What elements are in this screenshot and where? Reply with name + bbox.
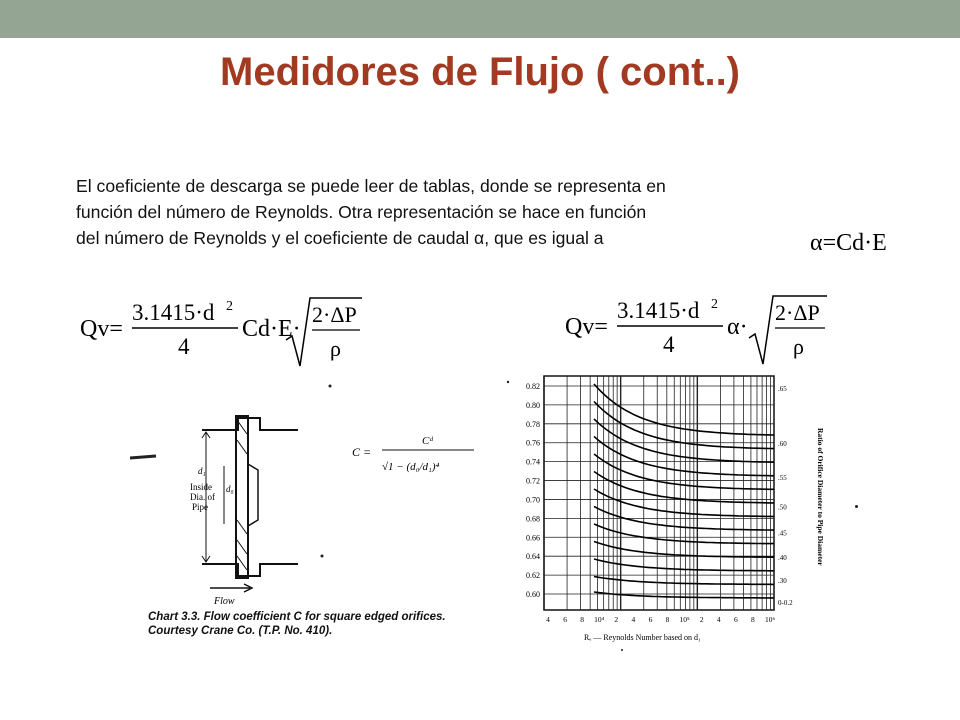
- caption-line-1: Chart 3.3. Flow coefficient C for square edged orifices.: [148, 611, 446, 623]
- root-numerator: 2·ΔP: [775, 300, 820, 325]
- scan-mark: [130, 456, 156, 458]
- c-formula-num: Cᵈ: [422, 435, 433, 447]
- x-tick-label: 8: [580, 615, 585, 624]
- y-tick-label: 0.74: [526, 457, 540, 467]
- x-tick-label: 4: [716, 615, 721, 624]
- scan-dot: [621, 649, 623, 651]
- pipe-wall-bottom: [202, 564, 298, 576]
- label-d1: d₁: [198, 466, 206, 476]
- y-tick-label: 0.78: [526, 419, 540, 429]
- body-line-1: El coeficiente de descarga se puede leer de tablas, donde se representa en: [76, 176, 666, 196]
- y-tick-label: 0.80: [526, 400, 540, 410]
- y-tick-label: 0.70: [526, 495, 540, 505]
- ratio-tick-label: .55: [778, 474, 787, 483]
- plate-hatch: [237, 420, 247, 570]
- formula-middle: α·: [727, 314, 748, 340]
- ratio-tick-label: .40: [778, 554, 787, 563]
- scan-dot: [321, 555, 324, 558]
- chart-ratio-ticks: [778, 385, 793, 607]
- root-denominator: ρ: [793, 334, 804, 359]
- root-numerator: 2·ΔP: [312, 302, 357, 327]
- label-d0: d₀: [226, 484, 234, 494]
- root-denominator: ρ: [330, 336, 341, 361]
- x-tick-label: 8: [665, 615, 670, 624]
- body-line-3: del número de Reynolds y el coeficiente de caudal α, que es igual a: [76, 228, 604, 248]
- scan-dot: [855, 505, 858, 508]
- chart-y-ticks: [526, 382, 540, 599]
- ratio-tick-label: .65: [778, 385, 787, 393]
- x-tick-label: 2: [699, 615, 704, 624]
- formula-denominator: 4: [178, 334, 190, 359]
- x-tick-label: 10⁴: [594, 615, 605, 624]
- orifice-diagram: [120, 380, 500, 610]
- ratio-tick-label: .50: [778, 503, 787, 512]
- x-tick-label: 4: [546, 615, 550, 624]
- body-paragraph: [76, 173, 896, 251]
- formula-exponent: 2: [711, 297, 718, 312]
- y-tick-label: 0.68: [526, 514, 540, 524]
- flow-formula-cd: [80, 290, 380, 370]
- slide-title: Medidores de Flujo ( cont..): [220, 50, 740, 94]
- x-tick-label: 6: [648, 615, 653, 624]
- x-tick-label: 6: [563, 615, 567, 624]
- caption-line-2: Courtesy Crane Co. (T.P. No. 410).: [148, 625, 333, 637]
- ratio-tick-label: .45: [778, 529, 787, 538]
- c-formula-den: √1 − (d₀/d₁)⁴: [382, 461, 440, 473]
- x-tick-label: 6: [733, 615, 738, 624]
- x-tick-label: 8: [751, 615, 755, 624]
- label-pipe: Pipe: [192, 502, 209, 512]
- formula-lhs: Qv=: [565, 314, 608, 340]
- x-tick-label: 4: [631, 615, 636, 624]
- y-tick-label: 0.62: [526, 571, 540, 581]
- ratio-tick-label: 0-0.2: [778, 599, 793, 607]
- label-dia: Dia. of: [190, 492, 215, 502]
- flow-formula-alpha: [565, 288, 835, 368]
- y-tick-label: 0.72: [526, 476, 540, 486]
- top-accent-bar: [0, 0, 960, 38]
- y-tick-label: 0.64: [526, 552, 540, 562]
- y-tick-label: 0.66: [526, 533, 540, 543]
- x-tick-label: 2: [614, 615, 619, 624]
- alpha-definition-formula: α=Cd·E: [810, 230, 887, 256]
- ratio-tick-label: .30: [778, 577, 787, 586]
- x-tick-label: 10⁵: [679, 615, 690, 624]
- chart-right-label: Ratio of Orifice Diameter to Pipe Diameter: [816, 428, 825, 566]
- body-line-2: función del número de Reynolds. Otra representación se hace en función: [76, 202, 647, 222]
- formula-numerator: 3.1415·d: [132, 300, 215, 325]
- reynolds-coefficient-chart: [500, 368, 830, 658]
- y-tick-label: 0.76: [526, 438, 540, 448]
- label-inside: Inside: [190, 482, 212, 492]
- chart-x-ticks: [546, 615, 775, 624]
- formula-numerator: 3.1415·d: [617, 298, 700, 323]
- y-tick-label: 0.60: [526, 590, 540, 599]
- figure-caption: [148, 610, 446, 638]
- scan-dot: [329, 385, 332, 388]
- formula-lhs: Qv=: [80, 316, 123, 342]
- y-tick-label: 0.82: [526, 382, 540, 391]
- orifice-opening: [248, 464, 258, 526]
- pipe-wall-top: [202, 418, 298, 430]
- formula-denominator: 4: [663, 332, 675, 357]
- x-tick-label: 10⁶: [764, 615, 776, 624]
- chart-x-label: Rₑ — Reynolds Number based on d₁: [584, 633, 701, 642]
- scan-dot: [507, 381, 509, 383]
- formula-exponent: 2: [226, 299, 233, 314]
- ratio-tick-label: .60: [778, 439, 787, 448]
- flow-label: Flow: [214, 596, 235, 607]
- c-formula-lhs: C =: [352, 445, 372, 459]
- formula-middle: Cd·E·: [242, 316, 301, 342]
